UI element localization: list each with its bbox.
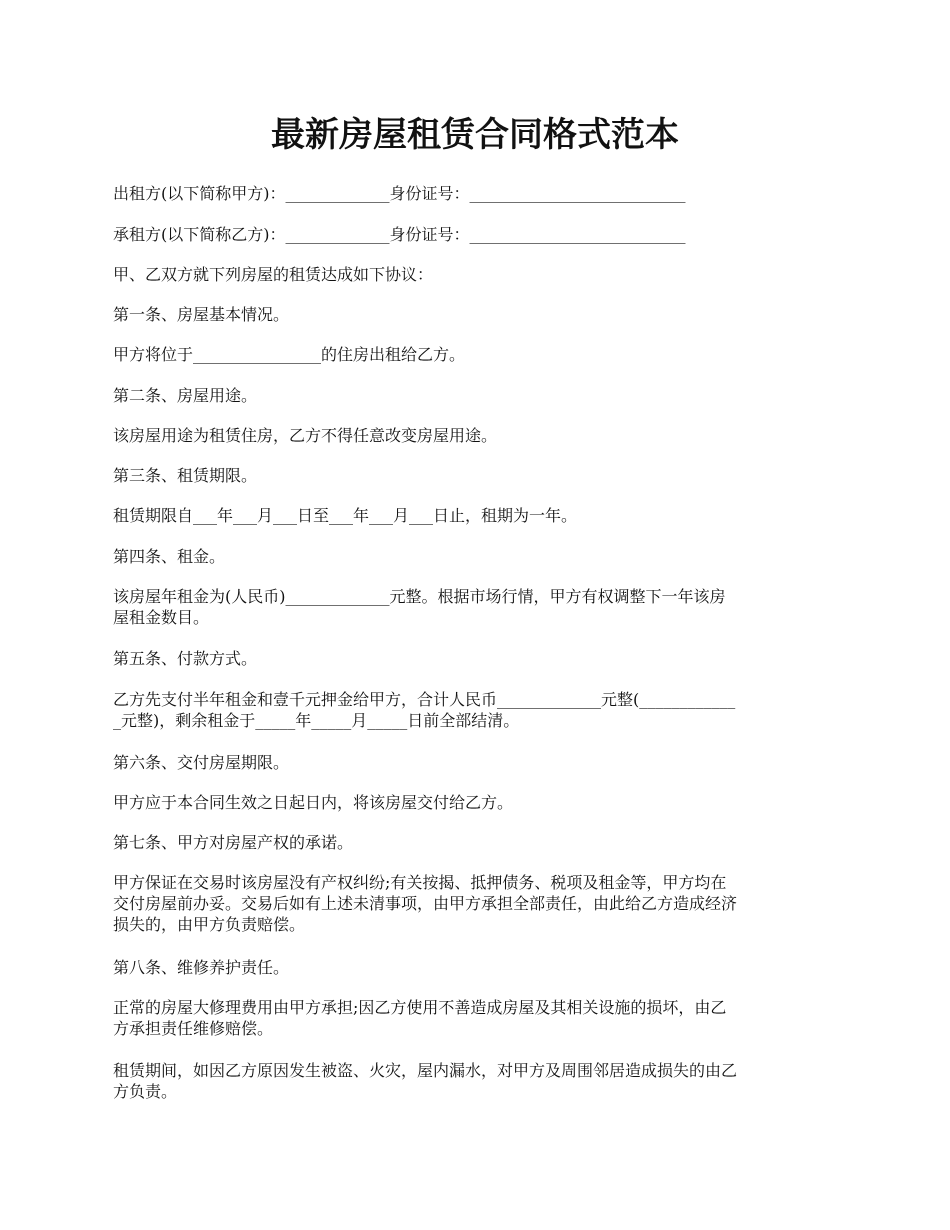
article-8-body-1 <box>113 997 839 1039</box>
article-4-body <box>113 586 839 628</box>
article-5-body-line: _元整)，剩余租金于_____年_____月_____日前全部结清。 <box>113 711 520 730</box>
lessee-line: 承租方(以下简称乙方)：_____________身份证号：___________________________ <box>113 225 686 244</box>
article-5-heading: 第五条、付款方式。 <box>113 649 258 668</box>
intro-paragraph: 甲、乙双方就下列房屋的租赁达成如下协议： <box>113 265 434 284</box>
article-8-body-2 <box>113 1060 839 1102</box>
article-7-body-line: 损失的，由甲方负责赔偿。 <box>113 915 306 934</box>
article-4-body-line: 屋租金数目。 <box>113 608 210 627</box>
article-2-heading: 第二条、房屋用途。 <box>113 386 258 405</box>
article-4-heading: 第四条、租金。 <box>113 547 226 566</box>
article-1-body: 甲方将位于________________的住房出租给乙方。 <box>113 345 466 364</box>
lessor-line: 出租方(以下简称甲方)：_____________身份证号：___________________________ <box>113 184 686 203</box>
article-4-body-line: 该房屋年租金为(人民币)_____________元整。根据市场行情，甲方有权调整下一年该房 <box>113 587 726 606</box>
article-8-body-line: 正常的房屋大修理费用由甲方承担;因乙方使用不善造成房屋及其相关设施的损坏，由乙 <box>113 998 727 1017</box>
article-8-body-line: 方承担责任维修赔偿。 <box>113 1019 274 1038</box>
article-7-body-line: 甲方保证在交易时该房屋没有产权纠纷;有关按揭、抵押债务、税项及租金等，甲方均在 <box>113 873 727 892</box>
article-7-heading: 第七条、甲方对房屋产权的承诺。 <box>113 833 354 852</box>
article-7-body <box>113 872 839 935</box>
article-1-heading: 第一条、房屋基本情况。 <box>113 305 290 324</box>
article-3-body: 租赁期限自___年___月___日至___年___月___日止，租期为一年。 <box>113 506 578 525</box>
article-8-body-line: 租赁期间，如因乙方原因发生被盗、火灾，屋内漏水，对甲方及周围邻居造成损失的由乙 <box>113 1061 738 1080</box>
article-6-heading: 第六条、交付房屋期限。 <box>113 753 290 772</box>
article-5-body-line: 乙方先支付半年租金和壹千元押金给甲方，合计人民币_____________元整(____________ <box>113 690 736 709</box>
article-5-body <box>113 689 839 731</box>
article-7-body-line: 交付房屋前办妥。交易后如有上述未清事项，由甲方承担全部责任，由此给乙方造成经济 <box>113 894 738 913</box>
article-3-heading: 第三条、租赁期限。 <box>113 466 258 485</box>
article-8-heading: 第八条、维修养护责任。 <box>113 958 290 977</box>
article-6-body: 甲方应于本合同生效之日起日内，将该房屋交付给乙方。 <box>113 793 514 812</box>
article-2-body: 该房屋用途为租赁住房，乙方不得任意改变房屋用途。 <box>113 426 498 445</box>
article-8-body-line: 方负责。 <box>113 1082 178 1101</box>
document-title: 最新房屋租赁合同格式范本 <box>271 115 679 155</box>
